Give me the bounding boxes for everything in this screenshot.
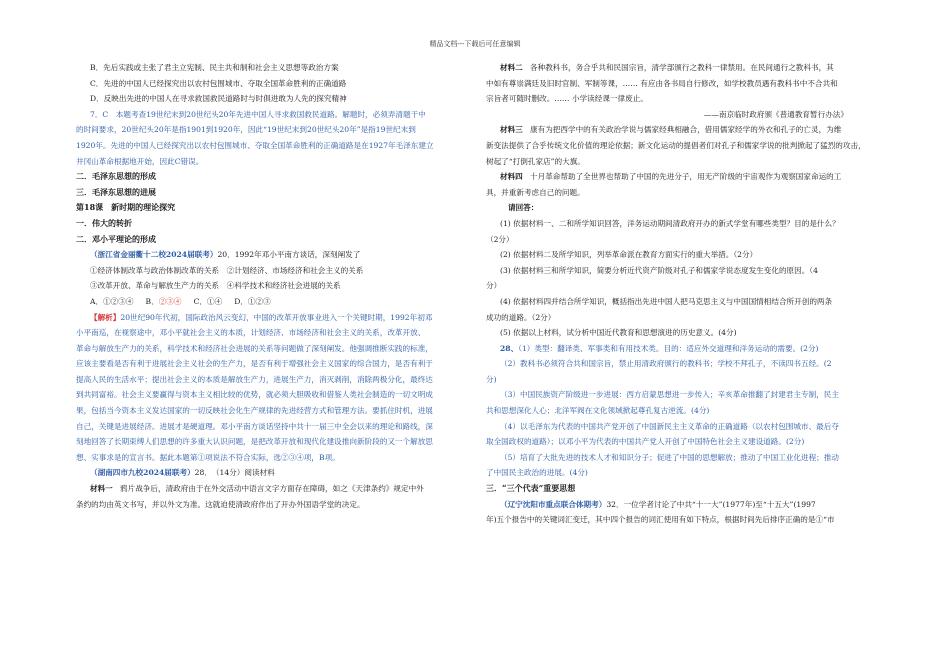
option-c: C．先进的中国人已经探究出以农村包围城市、夺取全国革命胜利的正确道路 <box>90 78 347 88</box>
material-text: 康有为把西学中的有关政治学说与儒家经典相融合，借用儒家经学的外衣和孔子的亡灵，为维 <box>530 125 842 135</box>
question-source: （浙江省金丽衢十二校2024届联考） <box>90 250 218 260</box>
question-20 <box>76 247 478 263</box>
explanation-line: 提高人民的生活水平；提出社会主义的本质是解放生产力，进展生产力，消灭剥削，消除两极分化，最终达 <box>76 374 433 384</box>
right-column <box>486 60 878 528</box>
explanation-line: 到共同富裕。社会主义要赢得与资本主义相比较的优势，就必须大胆吸收和借鉴人类社会制造的一切文明成 <box>76 390 433 400</box>
left-column <box>76 60 478 512</box>
section-heading: 一．伟大的转折 <box>76 217 132 228</box>
answer-text: （1）类型：翻译类、军事类和有用技术类。目的：适应外交道理和洋务运动的需要。(2分) <box>518 343 819 353</box>
question-text: 20．1992年邓小平南方谈话，深刻阐发了 <box>217 250 361 260</box>
question-choices <box>76 294 478 310</box>
section-heading: 三．“三个代表”重要思想 <box>486 483 576 494</box>
choice-a: A．①②③④ <box>90 296 134 306</box>
section-heading: 二．邓小平理论的形成 <box>76 233 156 244</box>
answer-28-line: （4）以毛泽东为代表的中国共产党开创了中国新民主主义革命的正确道路（以农村包围城市、最后夺 <box>500 421 839 431</box>
question-text: 28． （14分）阅读材料 <box>194 468 275 478</box>
lesson-title: 第18课 新时期的理论探究 <box>76 202 176 213</box>
material-2-line: 中如有尊崇满廷及旧时官制、军制等课，…… 有应由各书局自行修改，如学校教员遇有教科书中不合共和 <box>486 78 838 88</box>
material-3-line <box>486 122 878 138</box>
sub-question: (3) 依据材料三和所学知识，简要分析近代资产阶级对孔子和儒家学说态度发生变化的原因。（4 <box>500 265 818 275</box>
material-1-line <box>76 481 478 497</box>
choice-b-letter: B． <box>145 296 159 306</box>
answer-7-line: 的时间要求，20世纪头20年是指1901到1920年，因此“19世纪末到20世纪头20年”是指19世纪末到 <box>76 125 416 135</box>
sub-question: (1) 依据材料一、二和所学知识回答，洋务运动期间清政府开办的新式学堂有哪些类型？目的是什么？ <box>500 218 840 228</box>
answer-7-line: 井冈山革命根据地开始，因此C错误。 <box>76 156 204 166</box>
explanation-line: 小平南巡，在视察途中，邓小平就社会主义的本质，计划经济、市场经济和社会主义的关系，改革开放、 <box>76 328 426 338</box>
material-text: 鸦片战争后，清政府由于在外交活动中语言文字方面存在障碍，如之《天津条约》规定中外 <box>120 484 424 494</box>
answer-28-line: 共和思想深化人心；北洋军阀在文化领域掀起尊孔复古逆流。(4分) <box>486 406 710 416</box>
question-item: ③改革开放、革命与解放生产力的关系 ④科学技术和经济社会进展的关系 <box>90 281 341 291</box>
explanation-line: 革命与解放生产力的关系，科学技术和经济社会进展的关系等问题做了深刻阐发。他强调推断实践的标准， <box>76 343 433 353</box>
answer-28-line: （3）中国民族资产阶级进一步进展：西方启蒙思想进一步传入；辛亥革命推翻了封建君主专制，民主 <box>500 390 839 400</box>
explanation-line: 应该主要看是否有利于进展社会主义社会的生产力，是否有利于增强社会主义国家的综合国力，是否有利于 <box>76 359 433 369</box>
material-3-line: 新变法提供了合乎传统文化价值的理论依据；新文化运动的提倡者们对孔子和儒家学说的批判掀起了猛烈的攻击， <box>486 140 866 150</box>
explanation-text: 20世纪90年代初，国际政治风云变幻，中国的改革开放事业进入一个关键时期，1992年初邓 <box>120 312 433 322</box>
question-text: 32．一位学者讨论了中共“十一大”(1977年)至“十五大”(1997 <box>606 499 816 509</box>
material-text: 各种教科书，务合乎共和民国宗旨，清学部颁行之教科一律禁用。在民间通行之教科书，其 <box>530 63 834 72</box>
material-label: 材料三 <box>500 125 523 135</box>
section-heading: 三．毛泽东思想的进展 <box>76 186 156 197</box>
explanation-line: 果，包括当今资本主义发达国家的一切反映社会化生产规律的先进经营方式和管理方法。要抓住时机，进展 <box>76 406 433 416</box>
material-3-line: 树起了“打倒孔家店”的大旗。 <box>486 156 585 166</box>
explanation-line: 自己，关键是进展经济。进展才是硬道理。邓小平南方谈话坚持中共十一届三中全会以来的理论和路线，深 <box>76 421 433 431</box>
choice-b <box>146 297 182 306</box>
page-header: 精品文档---下载后可任意编辑 <box>429 40 521 48</box>
question-item: ①经济体制改革与政治体制改革的关系 ②计划经济、市场经济和社会主义的关系 <box>90 265 364 275</box>
question-32 <box>486 497 878 513</box>
sub-question: (2) 依据材料二及所学知识，列举革命派在教育方面实行的重大举措。（2分） <box>500 250 758 260</box>
answer-28-line: （2）教科书必须符合共和国宗旨，禁止用清政府颁行的教科书；学校不拜孔子，不读四书五经。(2 <box>500 359 832 369</box>
explanation-line <box>76 310 478 326</box>
material-label: 材料一 <box>90 484 113 494</box>
answer-number: 28、 <box>500 343 519 353</box>
question-source: （湖南四市九校2024届联考） <box>90 468 195 478</box>
option-b: B．先后实践或主张了君主立宪制、民主共和制和社会主义思想等政治方案 <box>90 63 339 72</box>
explanation-line: 刻地回答了长期束缚人们思想的许多重大认识问题，是把改革开放和现代化建设推向新阶段的又一个解放思 <box>76 437 433 447</box>
material-2-source: ——南京临时政府颁《普通教育暂行办法》 <box>703 109 848 119</box>
material-text: 十月革命帮助了全世界也帮助了中国的先进分子，用无产阶级的宇宙观作为观察国家命运的工 <box>530 172 842 182</box>
sub-question: 成功的道路。（2分） <box>486 312 556 322</box>
material-4-line <box>486 169 878 185</box>
material-label: 材料二 <box>500 63 523 72</box>
answer-28-line: 取全国政权的道路）；以邓小平为代表的中国共产党人开创了中国特色社会主义建设道路。(2分) <box>486 437 805 447</box>
material-2-line <box>486 60 878 76</box>
material-4-line: 具，并重新考虑自己的问题。 <box>486 187 585 197</box>
answer-28-line: 了中国民主政治的进展。(4分) <box>486 468 588 478</box>
answer-28-line: 分) <box>486 374 497 384</box>
material-label: 材料四 <box>500 172 523 182</box>
choice-c: C．①④ <box>193 296 223 306</box>
explanation-tag: 【解析】 <box>90 312 121 322</box>
option-d: D．反映出先进的中国人在寻求救国救民道路时与时俱进敢为人先的探究精神 <box>90 94 347 104</box>
sub-question: （2分） <box>486 234 514 244</box>
material-2-line: 宗旨者可随时删改。…… 小学读经课一律废止。 <box>486 94 648 104</box>
material-1-line: 条约的均由英文书写，并以外文为准。这就迫使清政府作出了开办外国语学堂的决定。 <box>76 499 365 509</box>
sub-question: (4) 依据材料四并结合所学知识，概括指出先进中国人把马克思主义与中国国情相结合所开创的两条 <box>500 296 833 306</box>
question-32-line: 年)五个报告中的关键词汇变迁，其中四个报告的词汇使用有如下特点，根据时间先后排序正确的是①“市 <box>486 515 835 525</box>
answer-28-line: （5）培育了大批先进的技术人才和知识分子；促进了中国的思想解放；推动了中国工业化进程；推动 <box>500 452 839 462</box>
sub-question: (5) 依据以上材料，试分析中国近代教育和思想演进的历史意义。(4分) <box>500 328 737 338</box>
answer-28-line <box>486 341 878 357</box>
explanation-line: 想、实事求是的宣言书。据此本题第①项说法不符合实际，选②③④项，B项。 <box>76 452 340 462</box>
answer-7-line: 1920年。先进的中国人已经探究出以农村包围城市、夺取全国革命胜利的正确道路是在1927年毛泽东建立 <box>76 140 434 150</box>
sub-question: 分） <box>486 281 502 291</box>
question-source: （辽宁沈阳市重点联合体期考） <box>500 499 607 509</box>
question-28 <box>76 465 478 481</box>
choice-b-answer: ②③④ <box>158 296 182 306</box>
answer-7-line: 7．C 本题考查19世纪末到20世纪头20年先进中国人寻求救国救民道路。解题时，必须弄清题干中 <box>90 109 426 119</box>
choice-d: D．①②③ <box>234 296 271 306</box>
section-heading: 二．毛泽东思想的形成 <box>76 171 156 182</box>
question-prompt: 请回答： <box>508 203 539 213</box>
